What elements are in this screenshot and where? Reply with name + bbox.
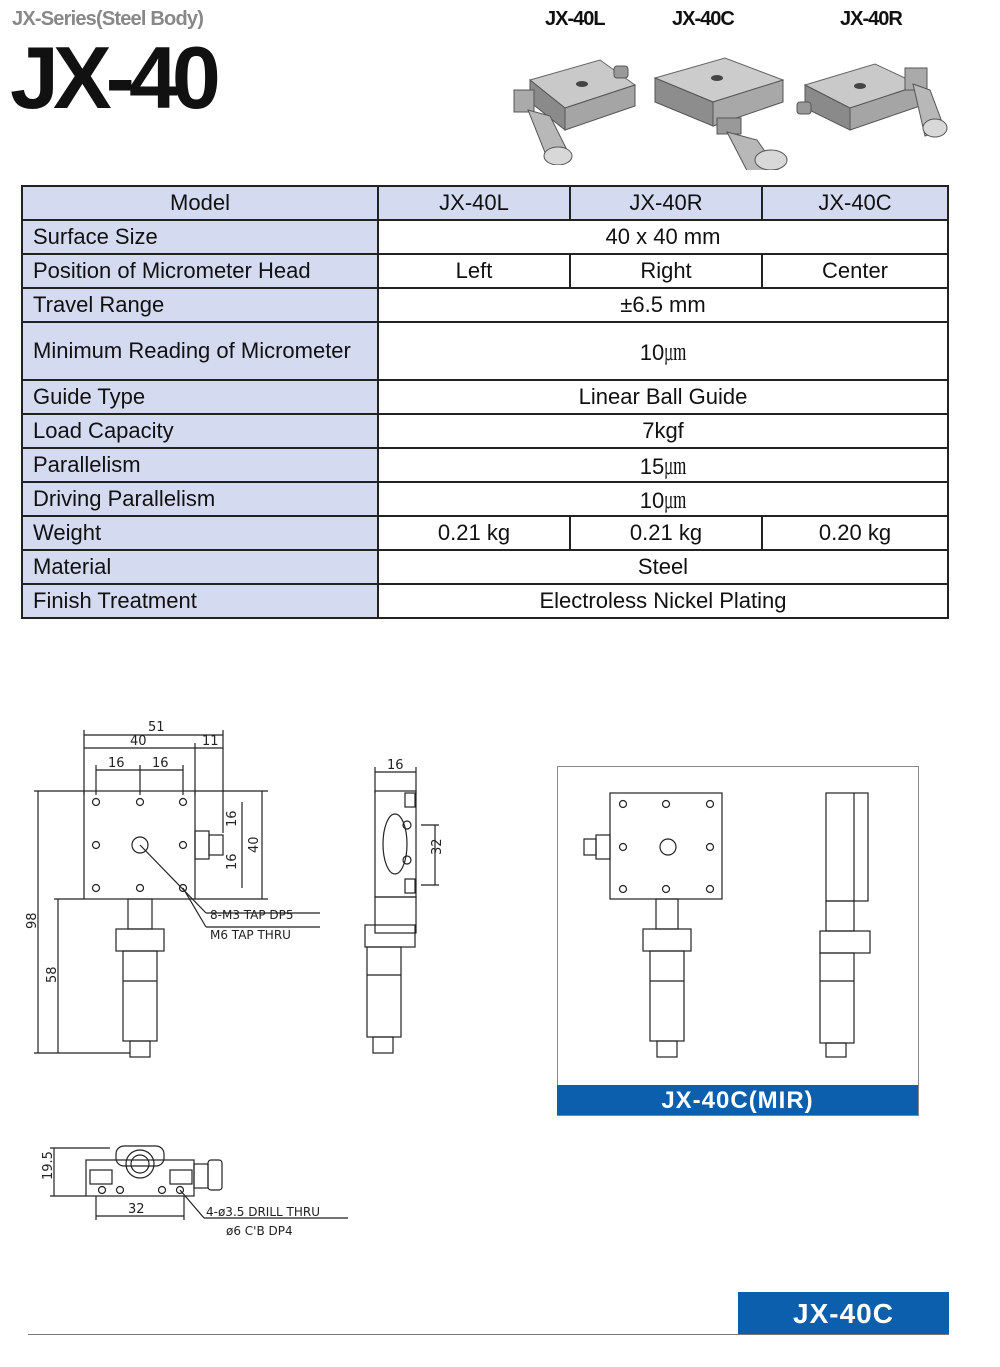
- dim-58: 58: [45, 966, 60, 983]
- row-label: Material: [22, 550, 378, 584]
- variant-label-r: JX-40R: [840, 8, 902, 30]
- dim-16c: 16: [225, 810, 240, 827]
- row-label: Guide Type: [22, 380, 378, 414]
- spec-table: [21, 185, 949, 619]
- table-row: [22, 220, 948, 254]
- footer-model-label: JX-40C: [738, 1292, 949, 1334]
- row-value: 0.21 kg: [570, 516, 762, 550]
- top-view-drawing: [20, 715, 360, 1065]
- dim-16b: 16: [152, 756, 169, 771]
- side-view-drawing: [355, 755, 455, 1065]
- table-row: [22, 482, 948, 516]
- row-value: ±6.5 mm: [378, 288, 948, 322]
- dim-16a: 16: [108, 756, 125, 771]
- row-value: Electroless Nickel Plating: [378, 584, 948, 618]
- row-label: Finish Treatment: [22, 584, 378, 618]
- model-header: Model: [22, 186, 378, 220]
- mir-label: JX-40C(MIR): [557, 1085, 918, 1115]
- row-value: 10㎛: [378, 322, 948, 380]
- row-value: Linear Ball Guide: [378, 380, 948, 414]
- model-col-2: JX-40R: [570, 186, 762, 220]
- product-photo-jx40c: [645, 40, 795, 170]
- row-label: Travel Range: [22, 288, 378, 322]
- dim-11: 11: [202, 734, 219, 749]
- mir-drawing: [558, 767, 918, 1087]
- table-header-row: [22, 186, 948, 220]
- table-row: [22, 448, 948, 482]
- table-row: [22, 380, 948, 414]
- note-tap1: 8-M3 TAP DP5: [210, 908, 294, 922]
- table-row: [22, 322, 948, 380]
- row-label: Surface Size: [22, 220, 378, 254]
- row-value: Center: [762, 254, 948, 288]
- bottom-dim-32: 32: [128, 1202, 145, 1217]
- dim-98: 98: [25, 912, 40, 929]
- table-row: [22, 414, 948, 448]
- table-row: [22, 254, 948, 288]
- table-row: [22, 550, 948, 584]
- variant-label-c: JX-40C: [672, 8, 734, 30]
- table-row: [22, 516, 948, 550]
- row-value: 10㎛: [378, 482, 948, 516]
- model-title: JX-40: [10, 28, 215, 127]
- row-value: 15㎛: [378, 448, 948, 482]
- note-drill1: 4-ø3.5 DRILL THRU: [206, 1205, 320, 1219]
- model-col-1: JX-40L: [378, 186, 570, 220]
- variant-label-l: JX-40L: [545, 8, 605, 30]
- note-tap2: M6 TAP THRU: [210, 928, 291, 942]
- row-label: Position of Micrometer Head: [22, 254, 378, 288]
- row-value: 7kgf: [378, 414, 948, 448]
- product-photo-jx40r: [795, 40, 955, 165]
- row-label: Weight: [22, 516, 378, 550]
- dim-51: 51: [148, 720, 165, 735]
- model-col-3: JX-40C: [762, 186, 948, 220]
- row-value: 0.21 kg: [378, 516, 570, 550]
- table-row: [22, 584, 948, 618]
- row-value: Right: [570, 254, 762, 288]
- row-value: 40 x 40 mm: [378, 220, 948, 254]
- dim-40v: 40: [247, 836, 262, 853]
- table-row: [22, 288, 948, 322]
- footer-divider: [28, 1334, 949, 1335]
- row-label: Load Capacity: [22, 414, 378, 448]
- side-dim-32: 32: [430, 838, 445, 855]
- bottom-dim-19-5: 19.5: [41, 1151, 56, 1180]
- dim-40: 40: [130, 734, 147, 749]
- row-label: Minimum Reading of Micrometer: [22, 322, 378, 380]
- row-value: Left: [378, 254, 570, 288]
- bottom-view-drawing: [30, 1140, 370, 1250]
- dim-16d: 16: [225, 853, 240, 870]
- product-photo-jx40l: [510, 40, 650, 165]
- row-label: Driving Parallelism: [22, 482, 378, 516]
- side-dim-16: 16: [387, 758, 404, 773]
- mir-variant-box: [557, 766, 919, 1116]
- row-label: Parallelism: [22, 448, 378, 482]
- row-value: 0.20 kg: [762, 516, 948, 550]
- row-value: Steel: [378, 550, 948, 584]
- series-title: JX-Series(Steel Body): [12, 8, 204, 30]
- note-drill2: ø6 C'B DP4: [226, 1224, 293, 1238]
